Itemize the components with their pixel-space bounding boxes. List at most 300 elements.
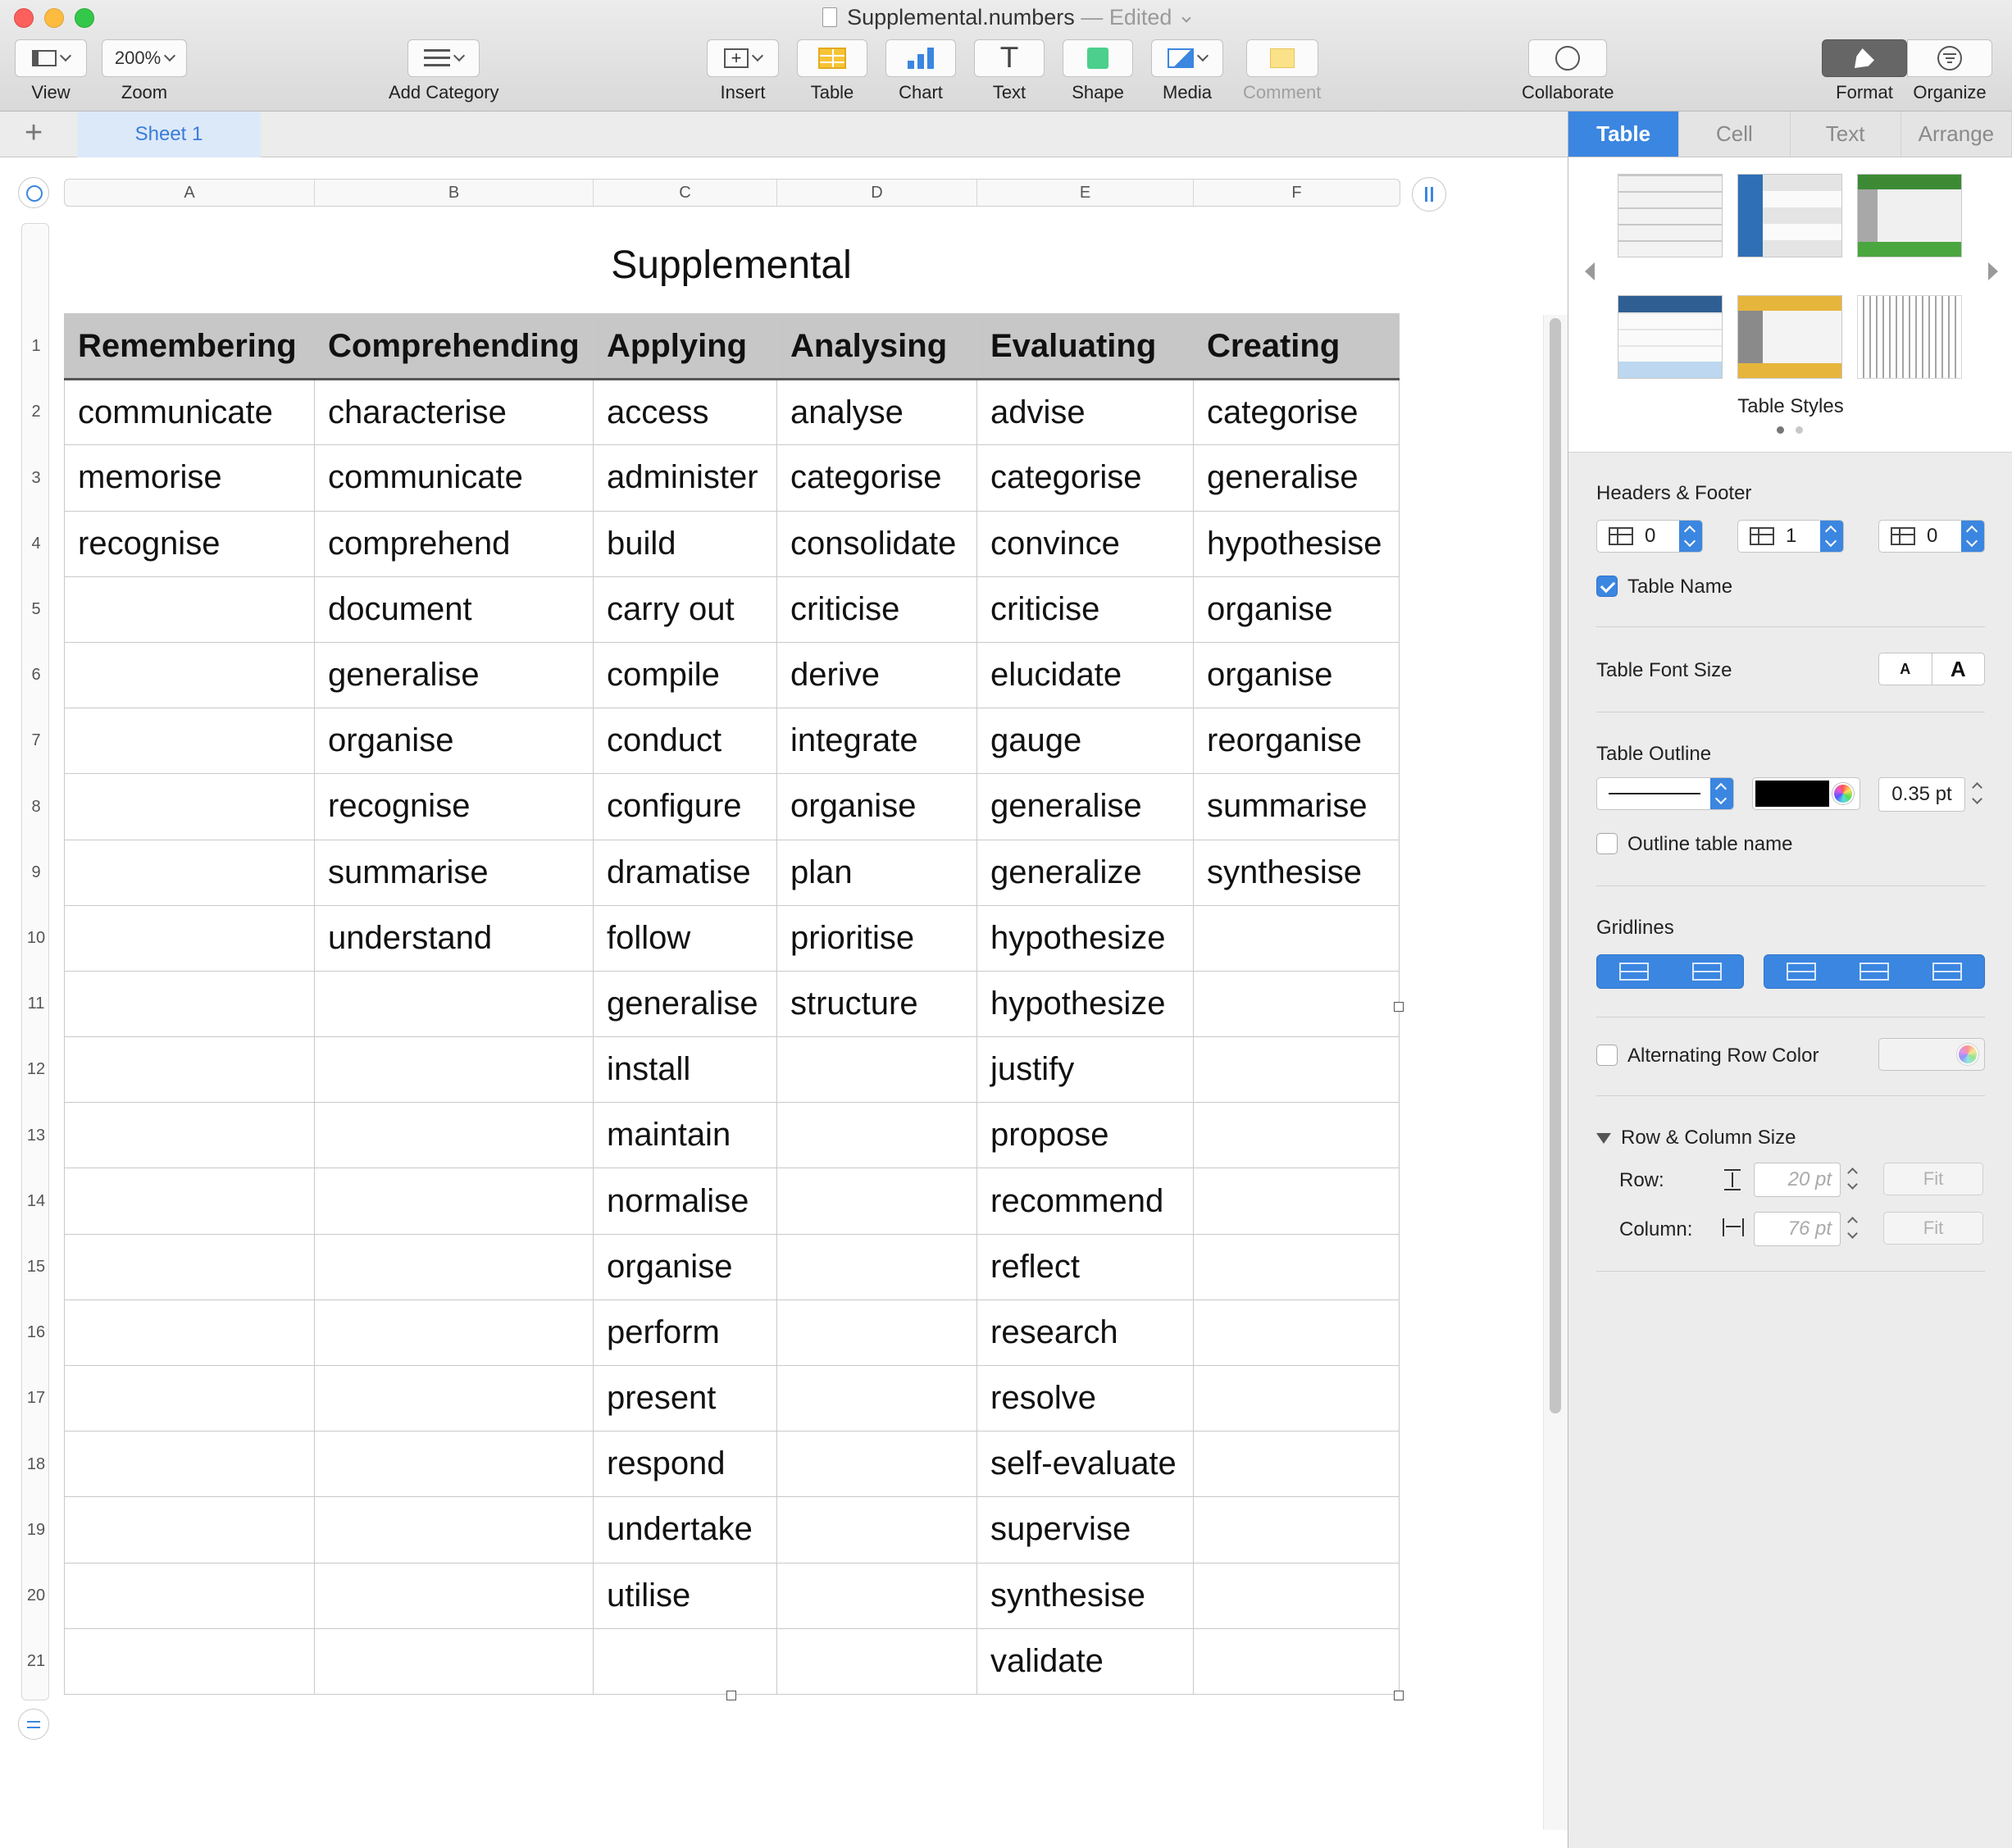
insert-table-tool[interactable] [797, 39, 867, 103]
collaborate-button[interactable] [1528, 39, 1607, 77]
headers-footer-label: Headers & Footer [1596, 482, 1752, 504]
outline-width-field[interactable]: 0.35 pt [1878, 777, 1965, 812]
text-button[interactable] [974, 39, 1045, 77]
tab-text[interactable]: Text [1791, 112, 1901, 157]
chart-label: Chart [899, 82, 943, 102]
table-row [65, 1432, 1400, 1497]
table-cell[interactable]: structure [777, 971, 977, 1036]
table-cell[interactable]: criticise [777, 576, 977, 642]
header-cell[interactable]: Remembering [65, 314, 315, 380]
header-columns-icon [1750, 527, 1774, 545]
table-style-6[interactable] [1857, 295, 1962, 379]
column-header-a[interactable]: A [65, 180, 315, 206]
table-cell[interactable]: understand [315, 905, 594, 971]
table-cell[interactable]: communicate [315, 445, 594, 511]
table-cell[interactable]: comprehend [315, 511, 594, 576]
table-cell[interactable]: organise [1194, 576, 1400, 642]
table-cell[interactable]: reorganise [1194, 708, 1400, 774]
table-cell[interactable]: categorise [777, 445, 977, 511]
table-cell[interactable]: organise [315, 708, 594, 774]
divider [1596, 1095, 1985, 1096]
numbers-document-icon [822, 7, 837, 27]
row-number[interactable]: 5 [31, 599, 41, 618]
table-cell[interactable] [1194, 971, 1400, 1036]
table-cell[interactable]: resolve [977, 1366, 1194, 1432]
header-cell[interactable]: Evaluating [977, 314, 1194, 380]
table-cell[interactable]: categorise [977, 445, 1194, 511]
row-number[interactable]: 11 [27, 995, 45, 1013]
table-cell[interactable]: summarise [315, 840, 594, 905]
shape-label: Shape [1072, 82, 1124, 102]
data-table[interactable] [64, 313, 1400, 1695]
horizontal-gridlines-button[interactable] [1597, 955, 1670, 988]
add-category-button[interactable] [407, 39, 480, 77]
header-rows-value: 0 [1645, 525, 1656, 547]
table-cell[interactable]: derive [777, 642, 977, 708]
file-name: Supplemental.numbers [847, 5, 1075, 30]
table-cell[interactable]: carry out [594, 576, 777, 642]
table-style-3[interactable] [1857, 174, 1962, 257]
table-cell[interactable]: analyse [777, 380, 977, 445]
table-cell[interactable]: present [594, 1366, 777, 1432]
tab-arrange[interactable]: Arrange [1901, 112, 2012, 157]
vertical-gridlines-button[interactable] [1670, 955, 1743, 988]
increase-font-size-button[interactable]: A [1932, 653, 1985, 685]
table-cell[interactable] [777, 1628, 977, 1694]
color-wheel-icon[interactable] [1957, 1044, 1978, 1065]
footer-gridlines-icon [1932, 963, 1962, 981]
sheet-canvas[interactable] [0, 157, 1568, 1830]
header-gridlines-control [1596, 954, 1744, 989]
table-icon [818, 48, 846, 69]
row-number[interactable]: 1 [31, 337, 41, 356]
table-name-label: Table Name [1627, 576, 1733, 598]
table-cell[interactable]: hypothesize [977, 905, 1194, 971]
table-cell[interactable]: categorise [1194, 380, 1400, 445]
alternating-color-well[interactable] [1878, 1038, 1985, 1071]
column-fit-button[interactable]: Fit [1883, 1212, 1983, 1245]
table-cell[interactable] [315, 1563, 594, 1628]
table-style-4[interactable] [1618, 295, 1723, 379]
footer-rows-stepper[interactable] [1878, 520, 1985, 553]
table-cell[interactable] [65, 642, 315, 708]
insert-text-tool[interactable] [974, 39, 1045, 103]
table-cell[interactable] [315, 1432, 594, 1497]
add-category-menu[interactable] [389, 39, 499, 103]
chart-bar-icon [908, 61, 914, 69]
table-cell[interactable]: organise [777, 774, 977, 840]
stepper-arrows-icon[interactable] [1679, 521, 1702, 552]
divider [1596, 885, 1985, 886]
row-height-stepper-icon[interactable] [1846, 1163, 1860, 1197]
alternating-row-color-checkbox[interactable] [1596, 1045, 1618, 1066]
table-cell[interactable]: validate [977, 1628, 1194, 1694]
column-header-e[interactable]: E [977, 180, 1194, 206]
footer-gridlines-button[interactable] [1911, 955, 1984, 988]
shape-square-icon [1087, 48, 1108, 69]
chevron-down-icon [1197, 50, 1209, 61]
row-number[interactable]: 21 [26, 1652, 46, 1671]
insert-button[interactable] [707, 39, 779, 77]
table-cell[interactable] [1194, 1432, 1400, 1497]
table-cell[interactable] [1194, 1300, 1400, 1365]
column-size-label: Column: [1619, 1218, 1693, 1240]
outline-color-well[interactable] [1752, 777, 1860, 810]
table-cell[interactable] [1194, 1497, 1400, 1563]
add-sheet-button[interactable]: + [25, 116, 43, 150]
table-cell[interactable] [1194, 1103, 1400, 1168]
table-cell[interactable] [777, 1432, 977, 1497]
table-style-1[interactable] [1618, 174, 1723, 257]
table-cell[interactable]: recognise [65, 511, 315, 576]
table-cell[interactable] [594, 1628, 777, 1694]
header-cell[interactable]: Creating [1194, 314, 1400, 380]
table-cell[interactable]: recognise [315, 774, 594, 840]
organize-button[interactable] [1907, 39, 1992, 77]
table-cell[interactable] [315, 1628, 594, 1694]
row-number[interactable]: 9 [31, 863, 41, 881]
insert-chart-tool[interactable] [885, 39, 956, 103]
comment-tool[interactable] [1243, 39, 1321, 103]
table-row [65, 1168, 1400, 1234]
stepper-arrows-icon[interactable] [1961, 521, 1984, 552]
table-cell[interactable]: characterise [315, 380, 594, 445]
table-cell[interactable]: access [594, 380, 777, 445]
table-cell[interactable]: undertake [594, 1497, 777, 1563]
alternating-row-color-label: Alternating Row Color [1627, 1045, 1819, 1067]
chart-bar-icon [927, 48, 934, 69]
table-cell[interactable] [315, 1366, 594, 1432]
sheet-tab-bar [0, 112, 1568, 157]
stepper-arrows-icon[interactable] [1710, 778, 1733, 809]
table-cell[interactable]: follow [594, 905, 777, 971]
table-cell[interactable] [65, 1628, 315, 1694]
table-cell[interactable]: synthesise [1194, 840, 1400, 905]
table-cell[interactable]: install [594, 1037, 777, 1103]
row-column-size-label: Row & Column Size [1621, 1127, 1796, 1149]
table-cell[interactable]: consolidate [777, 511, 977, 576]
table-cell[interactable]: normalise [594, 1168, 777, 1234]
gridlines-label: Gridlines [1596, 917, 1674, 939]
resize-handle-right[interactable] [1394, 1002, 1404, 1012]
table-cell[interactable]: prioritise [777, 905, 977, 971]
outline-table-name-checkbox[interactable] [1596, 833, 1618, 854]
table-cell[interactable] [315, 971, 594, 1036]
table-cell[interactable]: respond [594, 1432, 777, 1497]
footer-rows-value: 0 [1927, 525, 1938, 547]
header-columns-stepper[interactable] [1737, 520, 1844, 553]
shape-button[interactable] [1063, 39, 1133, 77]
window-title [0, 5, 2012, 30]
header-cell[interactable]: Applying [594, 314, 777, 380]
add-row-handle[interactable] [18, 1709, 49, 1740]
row-number[interactable]: 14 [26, 1191, 46, 1210]
format-label: Format [1836, 82, 1893, 102]
table-cell[interactable]: gauge [977, 708, 1194, 774]
table-row [65, 642, 1400, 708]
column-header-f[interactable]: F [1291, 183, 1302, 202]
table-cell[interactable] [315, 1300, 594, 1365]
header-cell[interactable]: Analysing [777, 314, 977, 380]
table-label: Table [810, 82, 854, 102]
table-cell[interactable] [777, 1563, 977, 1628]
table-cell[interactable] [65, 840, 315, 905]
outline-width-stepper-icon[interactable] [1970, 777, 1985, 812]
row-number[interactable]: 8 [31, 797, 41, 816]
table-style-2[interactable] [1737, 174, 1842, 257]
table-cell[interactable]: justify [977, 1037, 1194, 1103]
table-cell[interactable] [315, 1103, 594, 1168]
table-cell[interactable]: self-evaluate [977, 1432, 1194, 1497]
column-width-icon [1723, 1218, 1744, 1236]
alternating-color-swatch [1882, 1041, 1954, 1067]
sidebar-icon [32, 50, 57, 66]
add-column-handle[interactable] [1412, 177, 1446, 212]
table-cell[interactable]: organise [1194, 642, 1400, 708]
body-horizontal-gridlines-icon [1787, 963, 1816, 981]
disclosure-triangle-icon[interactable] [1596, 1133, 1611, 1144]
row-number[interactable]: 12 [26, 1060, 46, 1079]
table-title[interactable]: Supplemental [611, 244, 852, 287]
table-cell[interactable] [65, 1432, 315, 1497]
row-number[interactable]: 3 [31, 468, 41, 487]
row-number[interactable]: 6 [31, 666, 41, 685]
header-rows-stepper[interactable] [1596, 520, 1703, 553]
table-button[interactable] [797, 39, 867, 77]
row-header-bar [21, 223, 49, 1700]
table-cell[interactable] [777, 1234, 977, 1300]
row-number[interactable]: 17 [26, 1389, 46, 1408]
table-cell[interactable]: hypothesise [1194, 511, 1400, 576]
table-cell[interactable] [777, 1300, 977, 1365]
table-cell[interactable] [1194, 905, 1400, 971]
divider [1596, 1271, 1985, 1272]
table-cell[interactable]: advise [977, 380, 1194, 445]
table-cell[interactable]: supervise [977, 1497, 1194, 1563]
table-row [65, 971, 1400, 1036]
body-gridlines-control [1764, 954, 1985, 989]
table-cell[interactable] [65, 1300, 315, 1365]
table-cell[interactable]: communicate [65, 380, 315, 445]
table-cell[interactable] [65, 1563, 315, 1628]
resize-handle-corner[interactable] [1394, 1691, 1404, 1700]
table-cell[interactable]: hypothesize [977, 971, 1194, 1036]
previous-styles-arrow-icon[interactable] [1585, 262, 1595, 280]
table-row [65, 905, 1400, 971]
table-row [65, 1234, 1400, 1300]
row-fit-button[interactable]: Fit [1883, 1163, 1983, 1195]
vertical-scrollbar[interactable] [1550, 318, 1561, 1413]
table-cell[interactable]: administer [594, 445, 777, 511]
column-header-d[interactable]: D [777, 180, 977, 206]
table-row [65, 840, 1400, 905]
outline-table-name-label: Outline table name [1627, 833, 1793, 855]
table-cell[interactable] [1194, 1366, 1400, 1432]
table-cell[interactable] [65, 1497, 315, 1563]
table-cell[interactable]: utilise [594, 1563, 777, 1628]
tab-table[interactable]: Table [1568, 112, 1679, 157]
body-vertical-gridlines-button[interactable] [1837, 955, 1910, 988]
table-cell[interactable] [777, 1497, 977, 1563]
row-number[interactable]: 7 [31, 731, 41, 750]
table-cell[interactable] [65, 1234, 315, 1300]
table-cell[interactable] [315, 1497, 594, 1563]
table-cell[interactable]: document [315, 576, 594, 642]
body-horizontal-gridlines-button[interactable] [1764, 955, 1837, 988]
table-cell[interactable] [777, 1037, 977, 1103]
table-cell[interactable] [315, 1168, 594, 1234]
format-tool[interactable] [1822, 39, 1907, 103]
table-cell[interactable] [65, 1366, 315, 1432]
table-cell[interactable] [1194, 1628, 1400, 1694]
style-page-dots[interactable] [1777, 426, 1803, 434]
table-cell[interactable] [1194, 1037, 1400, 1103]
table-cell[interactable]: compile [594, 642, 777, 708]
chart-button[interactable] [885, 39, 956, 77]
outline-style-popup[interactable] [1596, 777, 1734, 810]
header-cell[interactable]: Comprehending [315, 314, 594, 380]
view-menu[interactable] [15, 39, 87, 103]
table-cell[interactable] [65, 774, 315, 840]
comment-button[interactable] [1246, 39, 1318, 77]
table-cell[interactable]: generalise [594, 971, 777, 1036]
row-number[interactable]: 2 [31, 403, 41, 421]
select-table-handle[interactable] [18, 177, 49, 208]
organize-tool[interactable] [1907, 39, 1992, 103]
table-name-checkbox[interactable] [1596, 576, 1618, 597]
table-cell[interactable]: conduct [594, 708, 777, 774]
insert-shape-tool[interactable] [1063, 39, 1133, 103]
table-cell[interactable] [315, 1037, 594, 1103]
horizontal-gridlines-icon [1619, 963, 1649, 981]
edited-status[interactable]: Edited [1108, 5, 1172, 30]
table-cell[interactable]: criticise [977, 576, 1194, 642]
column-header-b[interactable]: B [315, 180, 594, 206]
table-cell[interactable]: generalize [977, 840, 1194, 905]
row-number[interactable]: 10 [26, 928, 46, 947]
insert-label: Insert [720, 82, 766, 102]
table-cell[interactable]: synthesise [977, 1563, 1194, 1628]
row-number[interactable]: 4 [31, 534, 41, 553]
row-number[interactable]: 15 [26, 1257, 46, 1276]
row-number[interactable]: 16 [26, 1323, 46, 1342]
tab-sheet-1[interactable]: Sheet 1 [77, 112, 261, 157]
table-row [65, 1497, 1400, 1563]
font-size-control [1878, 653, 1985, 685]
column-width-stepper-icon[interactable] [1846, 1212, 1860, 1246]
zoom-button[interactable] [102, 39, 187, 77]
row-number[interactable]: 19 [26, 1520, 46, 1539]
table-cell[interactable]: perform [594, 1300, 777, 1365]
table-row [65, 445, 1400, 511]
column-header-c[interactable]: C [594, 180, 777, 206]
table-cell[interactable]: generalise [977, 774, 1194, 840]
next-styles-arrow-icon[interactable] [1988, 262, 1998, 280]
tab-cell[interactable]: Cell [1679, 112, 1790, 157]
table-cell[interactable] [65, 708, 315, 774]
table-row [65, 1563, 1400, 1628]
view-button[interactable] [15, 39, 87, 77]
table-cell[interactable] [65, 971, 315, 1036]
table-cell[interactable]: memorise [65, 445, 315, 511]
table-cell[interactable] [1194, 1563, 1400, 1628]
add-category-label: Add Category [389, 82, 499, 102]
chevron-down-icon [164, 50, 175, 61]
insert-menu[interactable] [707, 39, 779, 103]
table-style-5[interactable] [1737, 295, 1842, 379]
table-cell[interactable] [1194, 1234, 1400, 1300]
photo-icon [1168, 48, 1194, 68]
table-cell[interactable] [1194, 1168, 1400, 1234]
table-cell[interactable]: dramatise [594, 840, 777, 905]
column-header-bar [64, 179, 1400, 207]
table-cell[interactable]: plan [777, 840, 977, 905]
table-cell[interactable]: reflect [977, 1234, 1194, 1300]
table-cell[interactable] [65, 905, 315, 971]
comment-label: Comment [1243, 82, 1322, 102]
table-cell[interactable] [65, 1168, 315, 1234]
table-cell[interactable]: summarise [1194, 774, 1400, 840]
header-rows-icon [1609, 527, 1633, 545]
table-cell[interactable]: convince [977, 511, 1194, 576]
row-number[interactable]: 13 [26, 1126, 46, 1145]
table-cell[interactable]: generalise [315, 642, 594, 708]
resize-handle-bottom[interactable] [726, 1691, 736, 1700]
row-number[interactable]: 18 [26, 1454, 46, 1473]
table-cell[interactable]: organise [594, 1234, 777, 1300]
table-cell[interactable] [65, 1103, 315, 1168]
organize-label: Organize [1913, 82, 1987, 102]
table-cell[interactable] [777, 1103, 977, 1168]
body-vertical-gridlines-icon [1860, 963, 1889, 981]
table-cell[interactable]: maintain [594, 1103, 777, 1168]
table-row [65, 1366, 1400, 1432]
zoom-menu[interactable] [102, 39, 187, 103]
table-row [65, 511, 1400, 576]
table-cell[interactable] [65, 576, 315, 642]
table-cell[interactable]: configure [594, 774, 777, 840]
chevron-down-icon[interactable] [1181, 13, 1190, 22]
table-cell[interactable] [315, 1234, 594, 1300]
text-label: Text [992, 82, 1026, 102]
filter-icon [1937, 46, 1962, 71]
outline-color-swatch [1755, 781, 1829, 807]
table-cell[interactable]: elucidate [977, 642, 1194, 708]
insert-media-menu[interactable] [1151, 39, 1223, 103]
column-width-field[interactable]: 76 pt [1754, 1212, 1841, 1246]
table-cell[interactable]: propose [977, 1103, 1194, 1168]
format-button[interactable] [1822, 39, 1907, 77]
table-cell[interactable]: generalise [1194, 445, 1400, 511]
row-height-field[interactable]: 20 pt [1754, 1163, 1841, 1197]
table-font-size-label: Table Font Size [1596, 659, 1732, 681]
decrease-font-size-button[interactable]: A [1900, 660, 1911, 677]
table-cell[interactable]: integrate [777, 708, 977, 774]
table-cell[interactable] [777, 1366, 977, 1432]
table-cell[interactable]: research [977, 1300, 1194, 1365]
stepper-arrows-icon[interactable] [1820, 521, 1843, 552]
table-cell[interactable]: recommend [977, 1168, 1194, 1234]
table-cell[interactable] [777, 1168, 977, 1234]
list-icon [424, 49, 450, 67]
row-number[interactable]: 20 [26, 1586, 46, 1604]
color-wheel-icon[interactable] [1832, 783, 1854, 804]
collaborate-tool[interactable] [1522, 39, 1614, 103]
table-cell[interactable]: build [594, 511, 777, 576]
header-columns-value: 1 [1786, 525, 1797, 547]
media-button[interactable] [1151, 39, 1223, 77]
table-cell[interactable] [65, 1037, 315, 1103]
